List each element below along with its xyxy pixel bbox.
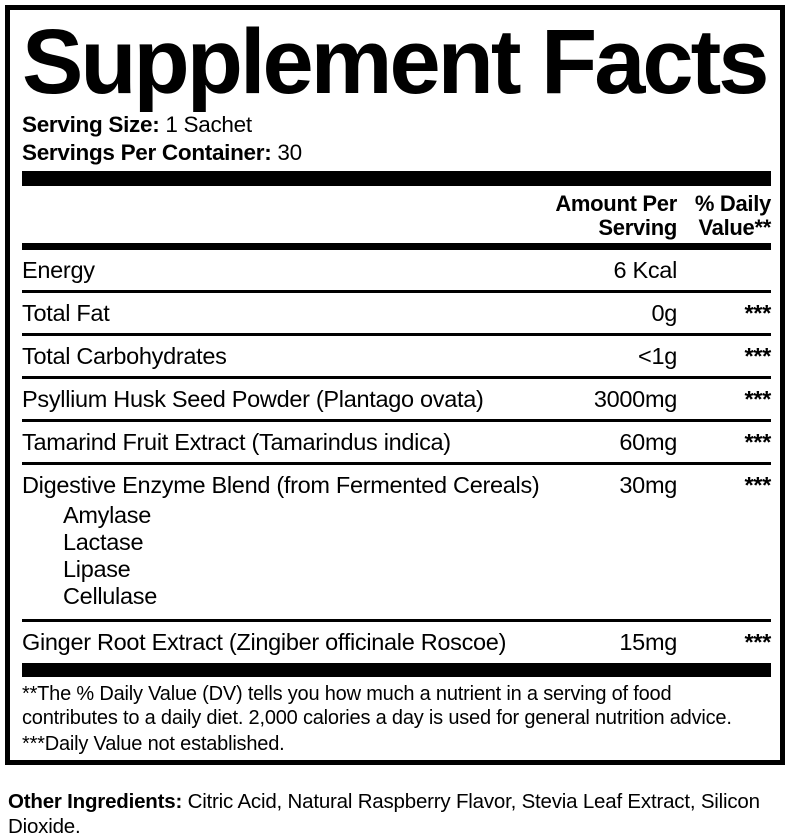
other-ingredients-value: Citric Acid, Natural Raspberry Flavor, Stevia Leaf Extract, Silicon Dioxide. [8, 790, 760, 838]
nutrient-amount: 15mg [619, 629, 677, 655]
sub-ingredient-list [63, 500, 771, 614]
nutrient-daily-value: *** [744, 386, 771, 412]
servings-per-container-label: Servings Per Container: [22, 140, 272, 165]
nutrient-amount: 60mg [619, 429, 677, 455]
nutrient-name: Total Fat [22, 300, 110, 326]
table-row [22, 422, 771, 465]
nutrient-daily-value: *** [744, 629, 771, 655]
nutrient-amount: 0g [651, 300, 677, 326]
table-row [22, 379, 771, 422]
sub-ingredient: Lactase [63, 529, 144, 555]
servings-per-container-line [22, 139, 771, 167]
sub-ingredient: Amylase [63, 502, 152, 528]
nutrient-line [22, 471, 771, 500]
table-row [22, 465, 771, 622]
nutrient-name: Tamarind Fruit Extract (Tamarindus indica) [22, 429, 451, 455]
daily-value-header [677, 192, 771, 240]
page-title: Supplement Facts [22, 11, 767, 113]
nutrient-name: Psyllium Husk Seed Powder (Plantago ovata) [22, 386, 484, 412]
serving-size-value: 1 Sachet [165, 112, 252, 137]
table-row [22, 622, 771, 663]
amount-header-line2: Serving [598, 215, 677, 240]
nutrient-name: Energy [22, 257, 95, 283]
nutrient-line [22, 385, 771, 414]
table-row [22, 250, 771, 293]
daily-value-header-line1: % Daily [694, 191, 771, 216]
nutrient-line [22, 428, 771, 457]
amount-header-line1: Amount Per [555, 191, 677, 216]
nutrient-daily-value: *** [744, 343, 771, 369]
nutrient-amount: 6 Kcal [613, 257, 677, 283]
table-row [22, 336, 771, 379]
amount-per-serving-header [477, 192, 677, 240]
other-ingredients [8, 789, 786, 839]
thick-divider-bottom [22, 663, 771, 677]
label-box [5, 5, 785, 765]
servings-per-container-value: 30 [277, 140, 302, 165]
nutrient-daily-value: *** [744, 429, 771, 455]
thick-divider-top [22, 171, 771, 186]
sub-ingredient: Lipase [63, 556, 131, 582]
nutrient-line [22, 628, 771, 657]
other-ingredients-label: Other Ingredients: [8, 790, 183, 813]
nutrient-line [22, 299, 771, 328]
nutrient-line [22, 256, 771, 285]
nutrient-line [22, 342, 771, 371]
header-rule [22, 243, 771, 250]
nutrient-rows [22, 250, 771, 663]
footnote-not-established: ***Daily Value not established. [22, 733, 285, 755]
nutrient-amount: <1g [638, 343, 677, 369]
nutrient-amount: 30mg [619, 472, 677, 498]
table-row [22, 293, 771, 336]
nutrient-amount: 3000mg [593, 386, 677, 412]
nutrient-name: Ginger Root Extract (Zingiber officinale Roscoe) [22, 629, 507, 655]
serving-size-line [22, 111, 771, 139]
footnotes [22, 682, 771, 756]
sub-ingredient: Cellulase [63, 583, 157, 609]
serving-size-label: Serving Size: [22, 112, 160, 137]
nutrient-daily-value: *** [744, 300, 771, 326]
nutrient-daily-value: *** [744, 472, 771, 498]
footnote-daily-value: **The % Daily Value (DV) tells you how much a nutrient in a serving of food contributes to a daily diet. 2,000 calories a day is used for general nutrition advice. [22, 683, 732, 729]
serving-info [22, 111, 771, 167]
daily-value-header-line2: Value** [698, 215, 771, 240]
nutrient-name: Digestive Enzyme Blend (from Fermented Cereals) [22, 472, 540, 498]
column-header-row [22, 192, 771, 240]
nutrient-name: Total Carbohydrates [22, 343, 227, 369]
